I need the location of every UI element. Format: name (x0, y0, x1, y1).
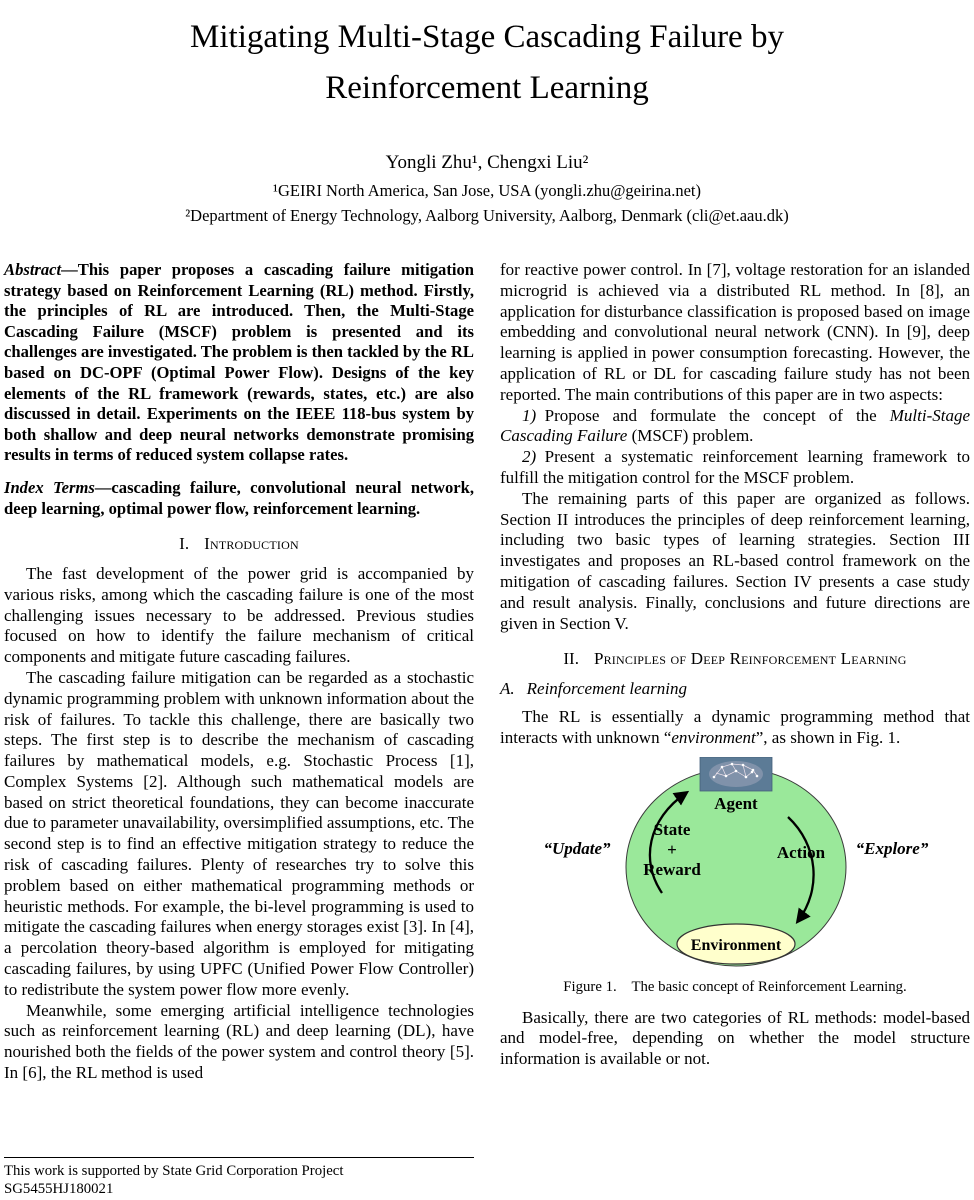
paragraph-intro-4: for reactive power control. In [7], voltage restoration for an islanded microgrid is achieved via a distributed RL method. In [8], an application for disturbance classification is proposed based on image embedding and convolutional neural network (CNN). In [9], deep learning is applied in power consumption forecasting. However, the application of RL or DL for cascading failure study has not been reported. The main contributions of this paper are in two aspects: (500, 260, 970, 404)
right-column (500, 260, 970, 1198)
paper-title-line1: Mitigating Multi-Stage Cascading Failure by (190, 19, 784, 55)
footnote-line1: This work is supported by State Grid Corporation Project (4, 1163, 344, 1179)
subsection-a-label: A. (500, 679, 515, 699)
section-2-title: Principles of Deep Reinforcement Learning (593, 649, 907, 669)
brain-icon (700, 757, 772, 791)
action-label: Action (776, 842, 826, 862)
section-2-number: II. (563, 649, 579, 669)
subsection-a-title: Reinforcement learning (526, 679, 687, 699)
section-1-title: Introduction (204, 534, 299, 554)
item-2-number: 2) (522, 447, 537, 467)
rl-concept-diagram (500, 757, 974, 972)
paragraph-intro-3: Meanwhile, some emerging artificial intelligence technologies such as reinforcement learning (RL) and deep learning (DL), have nourished both the fields of the power system and control theory [5]. In [6], the RL method is used (4, 1000, 474, 1083)
contribution-item-1 (500, 406, 970, 448)
footnote (4, 1157, 474, 1198)
figure-1 (500, 757, 970, 972)
rl-text-pre: The RL is essentially a dynamic programming method that interacts with unknown “ (500, 706, 970, 747)
state-label-line2: + (667, 839, 677, 859)
affiliations (4, 178, 970, 228)
figure-1-caption: Figure 1. The basic concept of Reinforcement Learning. (563, 978, 907, 995)
paragraph-intro-5: The remaining parts of this paper are organized as follows. Section II introduces the principles of deep reinforcement learning, including two basic types of learning strategies. Section III investigates and proposes an RL-based control framework on the mitigation of cascading failures. Section IV presents a case study and result analysis. Finally, conclusions and future directions are given in Section V. (500, 488, 970, 633)
index-terms-label: Index Terms (4, 477, 95, 497)
item-1-text-post: (MSCF) problem. (627, 426, 754, 446)
agent-label: Agent (714, 793, 758, 813)
abstract-label: Abstract (4, 260, 62, 279)
section-2-heading (500, 649, 970, 670)
abstract-text: —This paper proposes a cascading failure mitigation strategy based on Reinforcement Learning (RL) method. Firstly, the principles of RL are introduced. Then, the Multi-Stage Cascading Failure (MSCF) problem is presented and its challenges are investigated. The problem is then tackled by the RL based on DC-OPF (Optimal Power Flow). Designs of the key elements of the RL framework (rewards, states, etc.) are also discussed in detail. Experiments on the IEEE 118-bus system by both shallow and deep neural networks demonstrate promising results in terms of reduced system collapse rates. (4, 260, 474, 465)
paragraph-intro-2: The cascading failure mitigation can be regarded as a stochastic dynamic programming problem with unknown information about the risk of failures. To tackle this challenge, there are basically two steps. The first step is to describe the mechanism of cascading failures by mathematical models, e.g. Stochastic Process [1], Complex Systems [2]. Although such mathematical models are based on strict theoretical foundations, they can become inaccurate due to parameter unavailability, oversimplified assumptions, etc. The second step is to find an effective mitigation strategy to reduce the risk of cascading failures. Plenty of researches try to solve this problem based on either mathematical programming methods or heuristic methods. For example, the bi-level programming is used to mitigate the cascading failures when energy storages exist [3]. In [4], a percolation theory-based algorithm is employed for mitigating cascading failures, by using UPFC (Unified Power Flow Controller) to redistribute the system power flow more evenly. (4, 667, 474, 999)
affiliation-1: ¹GEIRI North America, San Jose, USA (yongli.zhu@geirina.net) (273, 181, 701, 200)
state-label-line1: State (653, 819, 691, 839)
paper-title-line2: Reinforcement Learning (325, 70, 649, 106)
left-column (4, 260, 474, 1198)
environment-label: Environment (690, 936, 782, 954)
index-terms-text: —cascading failure, convolutional neural network, deep learning, optimal power flow, reinforcement learning. (4, 477, 474, 518)
item-1-text-italic: Multi-Stage Cascading Failure (500, 405, 970, 446)
rl-text-post: ”, as shown in Fig. 1. (755, 727, 901, 747)
section-1-heading (4, 534, 474, 555)
affiliation-2: ²Department of Energy Technology, Aalborg University, Aalborg, Denmark (cli@et.aau.dk) (185, 206, 789, 225)
item-1-number: 1) (522, 405, 537, 425)
subsection-a-heading (500, 679, 970, 700)
section-1-number: I. (179, 534, 190, 554)
item-1-text-pre: Propose and formulate the concept of the (536, 405, 890, 425)
authors-line: Yongli Zhu¹, Chengxi Liu² (385, 152, 589, 173)
paragraph-rl-1 (500, 707, 970, 749)
explore-label: “Explore” (855, 838, 929, 858)
state-label-line3: Reward (643, 859, 701, 879)
update-label: “Update” (543, 838, 611, 858)
abstract (4, 260, 474, 466)
index-terms (4, 478, 474, 519)
paragraph-intro-1: The fast development of the power grid is accompanied by various risks, among which the cascading failure is one of the most challenging issues necessary to be addressed. Previous studies focused on how to identify the failure mechanism of critical components and mitigate future cascading failures. (4, 563, 474, 667)
paragraph-rl-2: Basically, there are two categories of RL methods: model-based and model-free, depending on whether the model structure information is available or not. (500, 1007, 970, 1069)
paper-title (4, 12, 970, 114)
item-2-text: Present a systematic reinforcement learning framework to fulfill the mitigation control for the MSCF problem. (500, 447, 970, 487)
contribution-item-2 (500, 447, 970, 489)
footnote-line2: SG5455HJ180021 (4, 1181, 114, 1197)
rl-text-italic: environment (671, 727, 756, 747)
two-column-body (4, 260, 970, 1198)
